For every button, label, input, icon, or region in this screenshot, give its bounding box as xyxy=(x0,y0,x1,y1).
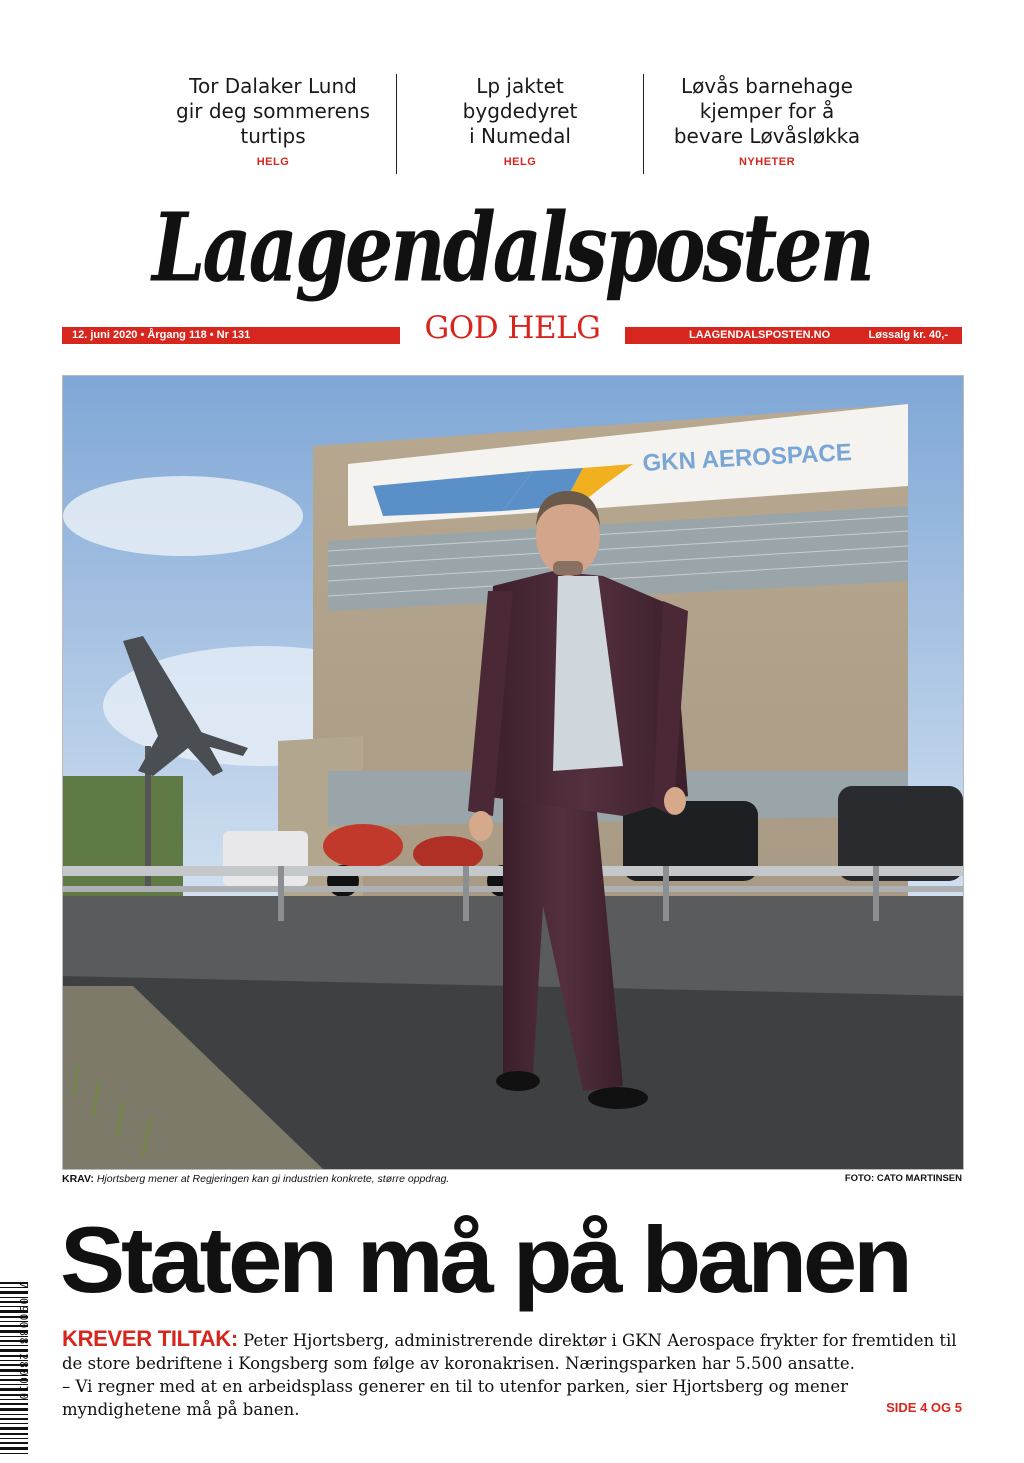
headline[interactable]: Staten må på banen xyxy=(60,1207,909,1312)
sign-text: GKN AEROSPACE xyxy=(641,439,853,477)
article-intro xyxy=(62,1327,962,1421)
edition-label: GOD HELG xyxy=(424,310,601,346)
teaser-title: Lp jaktet bygdedyret i Numedal xyxy=(462,74,578,148)
page-reference[interactable]: SIDE 4 OG 5 xyxy=(886,1400,962,1415)
issue-info: 12. juni 2020 • Årgang 118 • Nr 131 xyxy=(72,329,251,341)
website-link[interactable]: LAAGENDALSPOSTEN.NO xyxy=(689,329,831,341)
issue-band xyxy=(62,327,400,344)
teaser-bygdedyret[interactable] xyxy=(396,74,643,174)
caption-lead: KRAV: xyxy=(62,1173,94,1185)
teaser-barnehage[interactable] xyxy=(643,74,890,174)
barcode-number: 7 090038 280010 xyxy=(17,1282,30,1401)
photo-credit: FOTO: CATO MARTINSEN xyxy=(844,1173,962,1184)
teaser-title: Tor Dalaker Lund gir deg sommerens turtips xyxy=(176,74,370,148)
article-quote: – Vi regner med at en arbeidsplass generer en til to utenfor parken, sier Hjortsberg og mener myndighetene må på banen. xyxy=(62,1377,849,1419)
teaser-turtips[interactable] xyxy=(150,74,396,174)
caption-text: Hjortsberg mener at Regjeringen kan gi industrien konkrete, større oppdrag. xyxy=(96,1173,450,1185)
barcode-icon xyxy=(0,1280,60,1462)
photo-illustration xyxy=(63,376,963,1169)
article-text: Peter Hjortsberg, administrerende direktør i GKN Aerospace frykter for fremtiden til de store bedriftene i Kongsberg som følge av koronakrisen. Næringsparken har 5.500 ansatte. xyxy=(62,1331,957,1373)
price-label: Løssalg kr. 40,- xyxy=(868,329,948,341)
main-photo xyxy=(62,375,964,1170)
teaser-row xyxy=(150,74,890,174)
info-band-right xyxy=(625,327,962,344)
teaser-title: Løvås barnehage kjemper for å bevare Løvåsløkka xyxy=(673,74,861,148)
article-kicker: KREVER TILTAK: xyxy=(62,1326,238,1351)
teaser-section: NYHETER xyxy=(738,156,796,168)
masthead-title: Laagendalsposten xyxy=(151,191,873,303)
masthead-logo xyxy=(0,188,1024,308)
teaser-section: HELG xyxy=(256,156,290,168)
teaser-section: HELG xyxy=(503,156,537,168)
photo-caption xyxy=(62,1173,962,1185)
